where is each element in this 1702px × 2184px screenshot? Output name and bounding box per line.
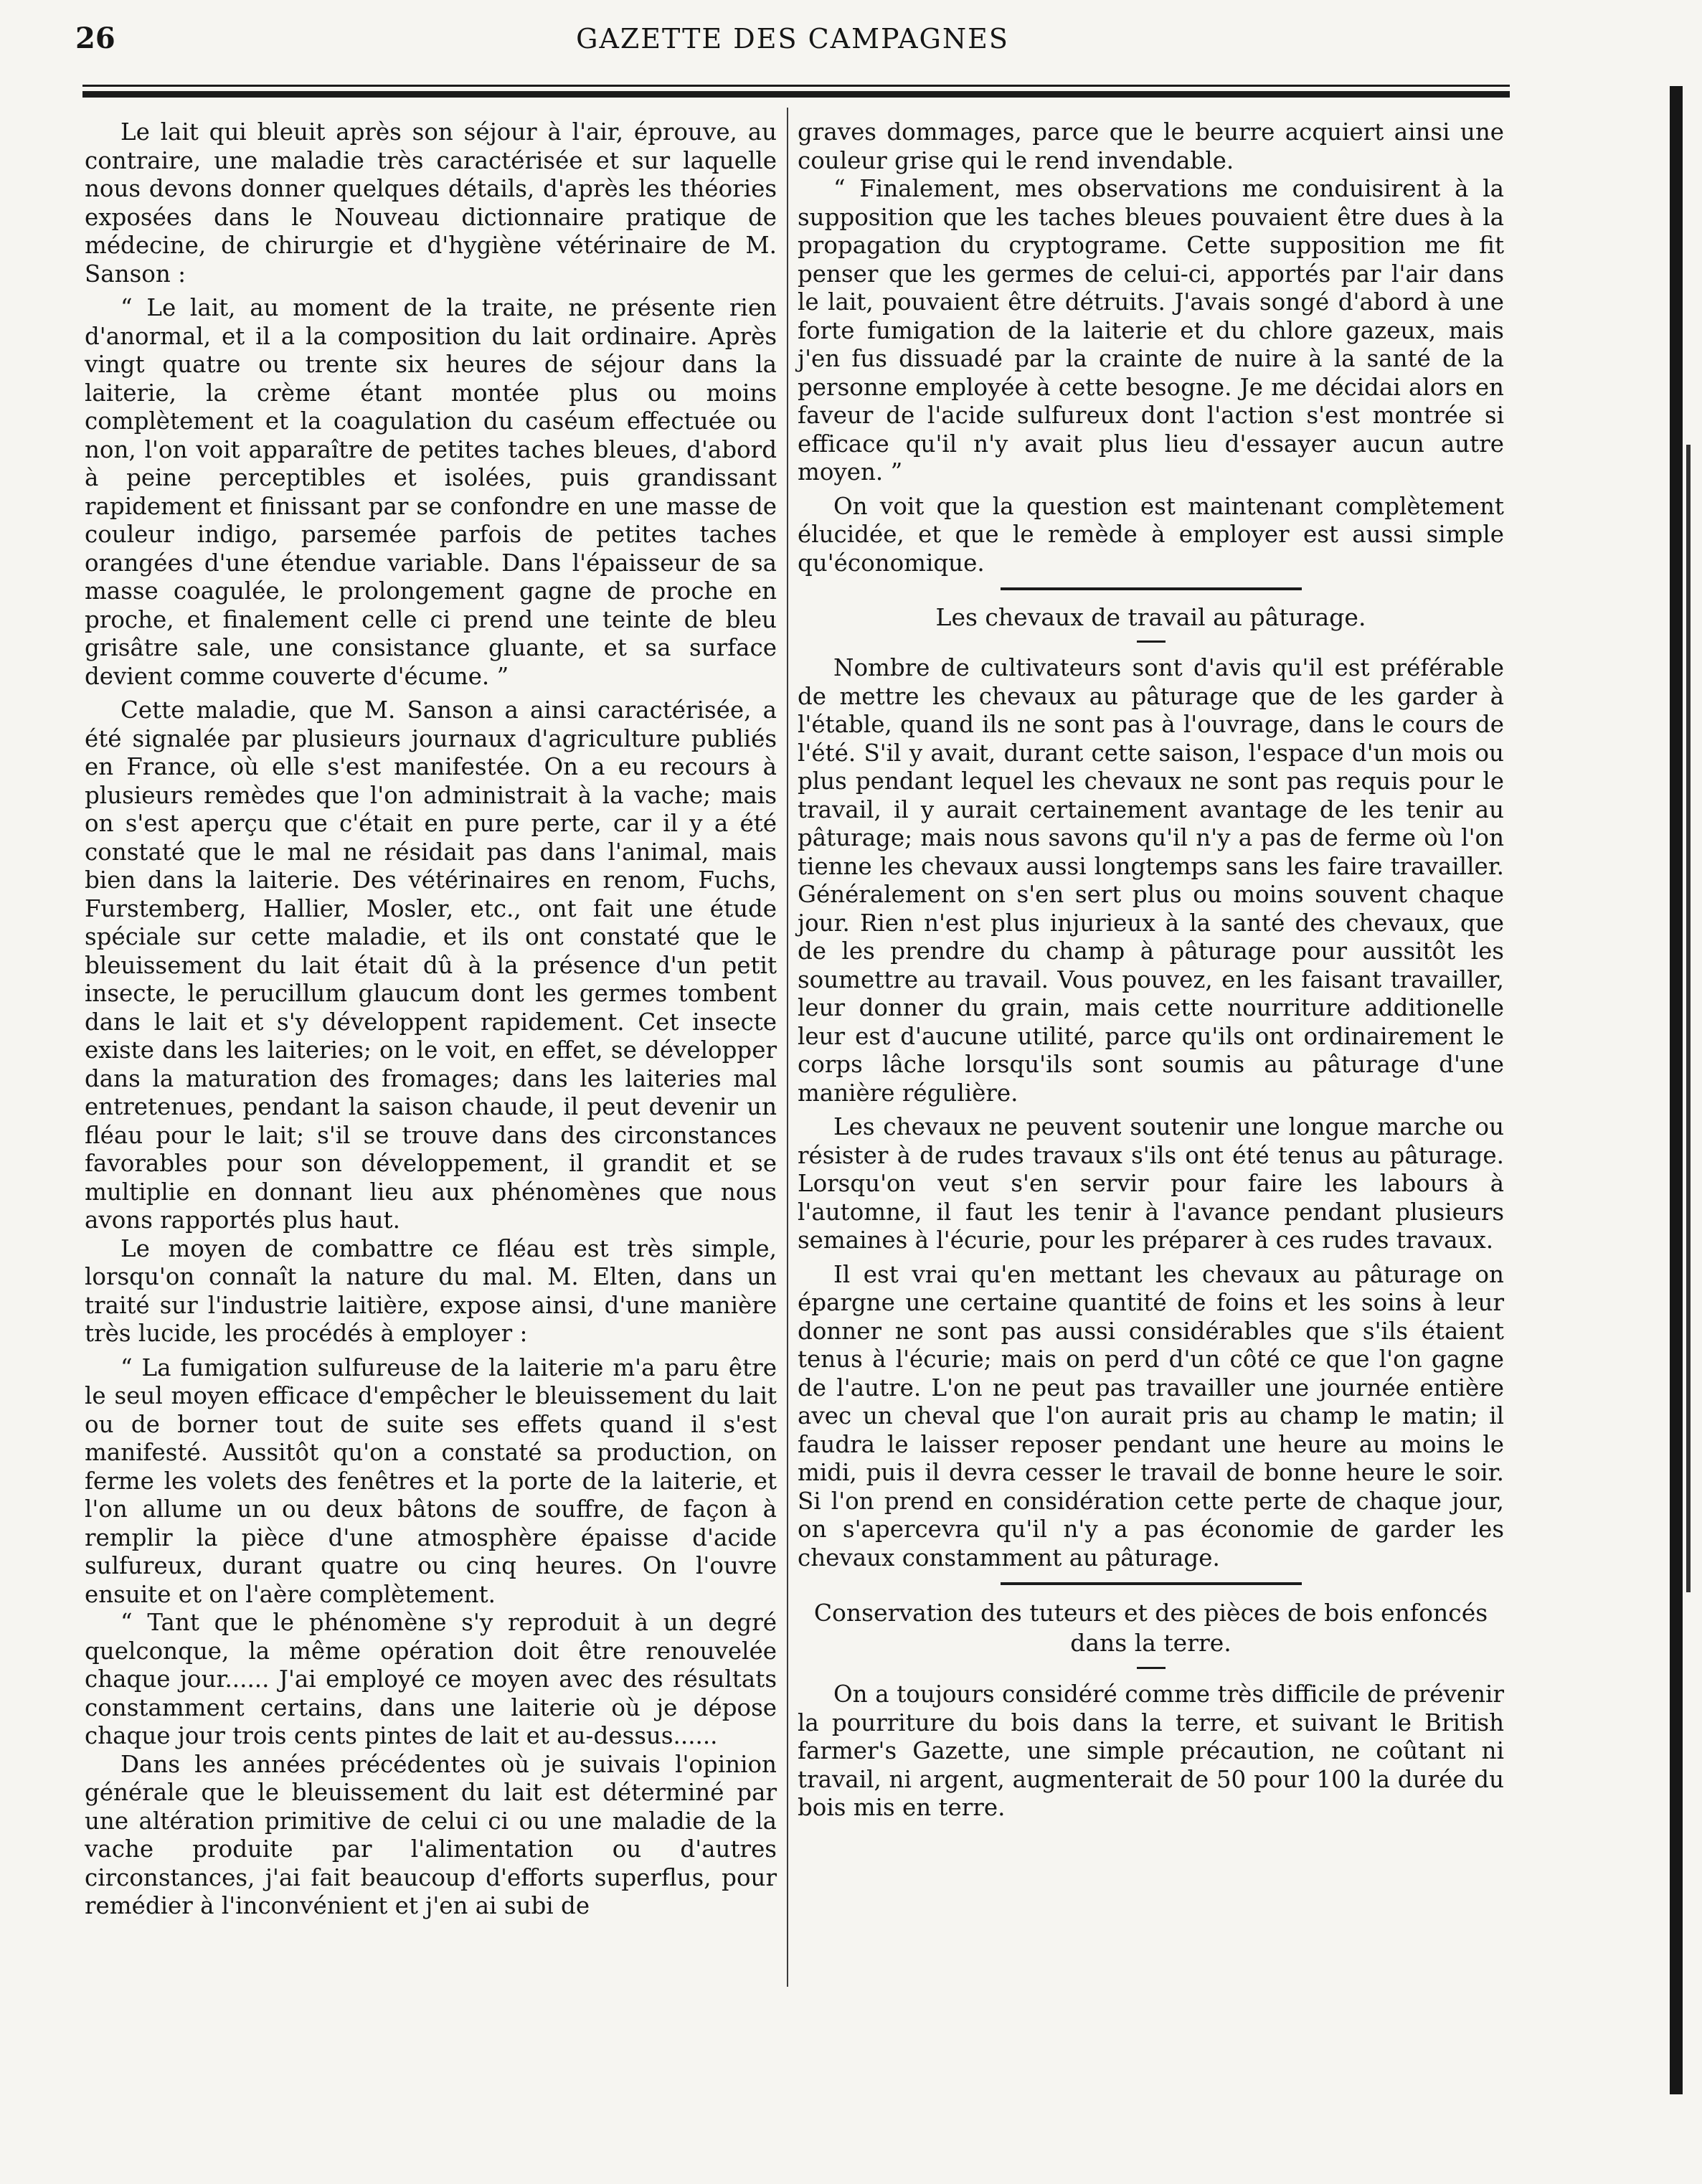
paragraph: Les chevaux ne peuvent soutenir une longue marche ou résister à de rudes travaux s'ils ont été tenus au pâturage. Lorsqu'on veut s'en servir pour faire les labours à l'automne, il faut les tenir à l'avance pendant plusieurs semaines à l'écurie, pour les préparer à ces rudes travaux. bbox=[798, 1113, 1504, 1254]
right-column bbox=[798, 118, 1504, 1823]
paragraph: Le lait qui bleuit après son séjour à l'air, éprouve, au contraire, une maladie très caractérisée et sur laquelle nous devons donner quelques détails, d'après les théories exposées dans le Nouveau dictionnaire pratique de médecine, de chirurgie et d'hygiène vétérinaire de M. Sanson : bbox=[85, 118, 777, 288]
scan-edge-shadow bbox=[1602, 86, 1702, 2094]
left-column bbox=[85, 118, 777, 1921]
paragraph: Cette maladie, que M. Sanson a ainsi caractérisée, a été signalée par plusieurs journaux d'agriculture publiés en France, où elle s'est manifestée. On a eu recours à plusieurs remèdes que l'on administrait à la vache; mais on s'est aperçu que c'était en pure perte, car il y a été constaté que le mal ne résidait pas dans l'animal, mais bien dans la laiterie. Des vétérinaires en renom, Fuchs, Furstemberg, Hallier, Mosler, etc., ont fait une étude spéciale sur cette maladie, et ils ont constaté que le bleuissement du lait était dû à la présence d'un petit insecte, le perucillum glaucum dont les germes tombent dans le lait et s'y développent rapidement. Cet insecte existe dans les laiteries; on le voit, en effet, se développer dans la maturation des fromages; dans les laiteries mal entretenues, pendant la saison chaude, il peut devenir un fléau pour le lait; s'il se trouve dans des circonstances favorables pour son développement, il grandit et se multiplie en donnant lieu aux phénomènes que nous avons rapportés plus haut. bbox=[85, 696, 777, 1234]
paragraph: “ Le lait, au moment de la traite, ne présente rien d'anormal, et il a la composition du lait ordinaire. Après vingt quatre ou trente six heures de séjour dans la laiterie, la crème étant montée plus ou moins complètement et la coagulation du caséum effectuée ou non, l'on voit apparaître de petites taches bleues, d'abord à peine perceptibles et isolées, puis grandissant rapidement et finissant par se confondre en une masse de couleur indigo, parsemée parfois de petites taches orangées d'une étendue variable. Dans l'épaisseur de sa masse coagulée, le prolongement gagne de proche en proche, et finalement celle ci prend une teinte de bleu grisâtre sale, une consistance gluante, et sa surface devient comme couverte d'écume. ” bbox=[85, 294, 777, 690]
header-rule-thick bbox=[82, 91, 1510, 98]
column-divider bbox=[787, 108, 788, 1987]
paragraph: Le moyen de combattre ce fléau est très simple, lorsqu'on connaît la nature du mal. M. Elten, dans un traité sur l'industrie laitière, expose ainsi, d'une manière très lucide, les procédés à employer : bbox=[85, 1234, 777, 1347]
paragraph: “ La fumigation sulfureuse de la laiterie m'a paru être le seul moyen efficace d'empêcher le bleuissement du lait ou de borner tout de suite ses effets quand il s'est manifesté. Aussitôt qu'on a constaté sa production, on ferme les volets des fenêtres et la porte de la laiterie, et l'on allume un ou deux bâtons de souffre, de façon à remplir la pièce d'une atmosphère épaisse d'acide sulfureux, durant quatre ou cinq heures. On l'ouvre ensuite et on l'aère complètement. bbox=[85, 1353, 777, 1608]
paragraph: graves dommages, parce que le beurre acquiert ainsi une couleur grise qui le rend invendable. bbox=[798, 118, 1504, 174]
section-separator bbox=[1001, 587, 1302, 590]
title-dash bbox=[1137, 640, 1166, 643]
paragraph: On voit que la question est maintenant complètement élucidée, et que le remède à employer est aussi simple qu'économique. bbox=[798, 492, 1504, 577]
paragraph: Dans les années précédentes où je suivais l'opinion générale que le bleuissement du lait est déterminé par une altération primitive de celui ci ou une maladie de la vache produite par l'alimentation ou d'autres circonstances, j'ai fait beaucoup d'efforts superflus, pour remédier à l'inconvénient et j'en ai subi de bbox=[85, 1750, 777, 1919]
paragraph: On a toujours considéré comme très difficile de prévenir la pourriture du bois dans la terre, et suivant le British farmer's Gazette, une simple précaution, ne coûtant ni travail, ni argent, augmenterait de 50 pour 100 la durée du bois mis en terre. bbox=[798, 1680, 1504, 1821]
paragraph: “ Finalement, mes observations me conduisirent à la supposition que les taches bleues pouvaient être dues à la propagation du cryptograme. Cette supposition me fit penser que les germes de celui-ci, apportés par l'air dans le lait, pouvaient être détruits. J'avais songé d'abord à une forte fumigation de la laiterie et du chlore gazeux, mais j'en fus dissuadé par la crainte de nuire à la santé de la personne employée à cette besogne. Je me décidai alors en faveur de l'acide sulfureux dont l'action s'est montrée si efficace qu'il n'y avait plus lieu d'essayer aucun autre moyen. ” bbox=[798, 175, 1504, 486]
binding-shadow-inner bbox=[1686, 445, 1691, 1592]
title-dash bbox=[1137, 1667, 1166, 1669]
paragraph: “ Tant que le phénomène s'y reproduit à un degré quelconque, la même opération doit être renouvelée chaque jour...... J'ai employé ce moyen avec des résultats constamment certains, dans une laiterie où je dépose chaque jour trois cents pintes de lait et au-dessus...... bbox=[85, 1609, 777, 1749]
paragraph: Nombre de cultivateurs sont d'avis qu'il est préférable de mettre les chevaux au pâturage que de les garder à l'étable, quand ils ne sont pas à l'ouvrage, dans le cours de l'été. S'il y avait, durant cette saison, l'espace d'un mois ou plus pendant lequel les chevaux ne sont pas requis pour le travail, il y aurait certainement avantage de les tenir au pâturage; mais nous savons qu'il n'y a pas de ferme où l'on tienne les chevaux aussi longtemps sans les faire travailler. Généralement on s'en sert plus ou moins souvent chaque jour. Rien n'est plus injurieux à la santé des chevaux, que de les prendre du champ à pâturage pour aussitôt les soumettre au travail. Vous pouvez, en les faisant travailler, leur donner du grain, mais cette nourriture additionelle leur est d'aucune utilité, parce qu'ils ont ordinairement le corps lâche lorsqu'ils sont soumis au pâturage d'une manière régulière. bbox=[798, 654, 1504, 1107]
page-header bbox=[75, 22, 1510, 65]
section-title: Conservation des tuteurs et des pièces de bois enfoncés dans la terre. bbox=[813, 1599, 1488, 1657]
binding-shadow bbox=[1670, 86, 1683, 2094]
publication-title: GAZETTE DES CAMPAGNES bbox=[576, 23, 1009, 55]
paragraph: Il est vrai qu'en mettant les chevaux au pâturage on épargne une certaine quantité de foins et les soins à leur donner ne sont pas aussi considérables que s'ils étaient tenus à l'écurie; mais on perd d'un côté ce que l'on gagne de l'autre. L'on ne peut pas travailler une journée entière avec un cheval que l'on aurait pris au champ le matin; il faudra le laisser reposer pendant une heure au moins le midi, puis il devra cesser le travail de bonne heure le soir. Si l'on prend en considération cette perte de chaque jour, on s'apercevra qu'il n'y a pas économie de garder les chevaux constamment au pâturage. bbox=[798, 1260, 1504, 1571]
section-title: Les chevaux de travail au pâturage. bbox=[935, 603, 1366, 631]
section-separator bbox=[1001, 1582, 1302, 1585]
page-number: 26 bbox=[75, 22, 115, 55]
header-rule-thin bbox=[82, 85, 1510, 87]
